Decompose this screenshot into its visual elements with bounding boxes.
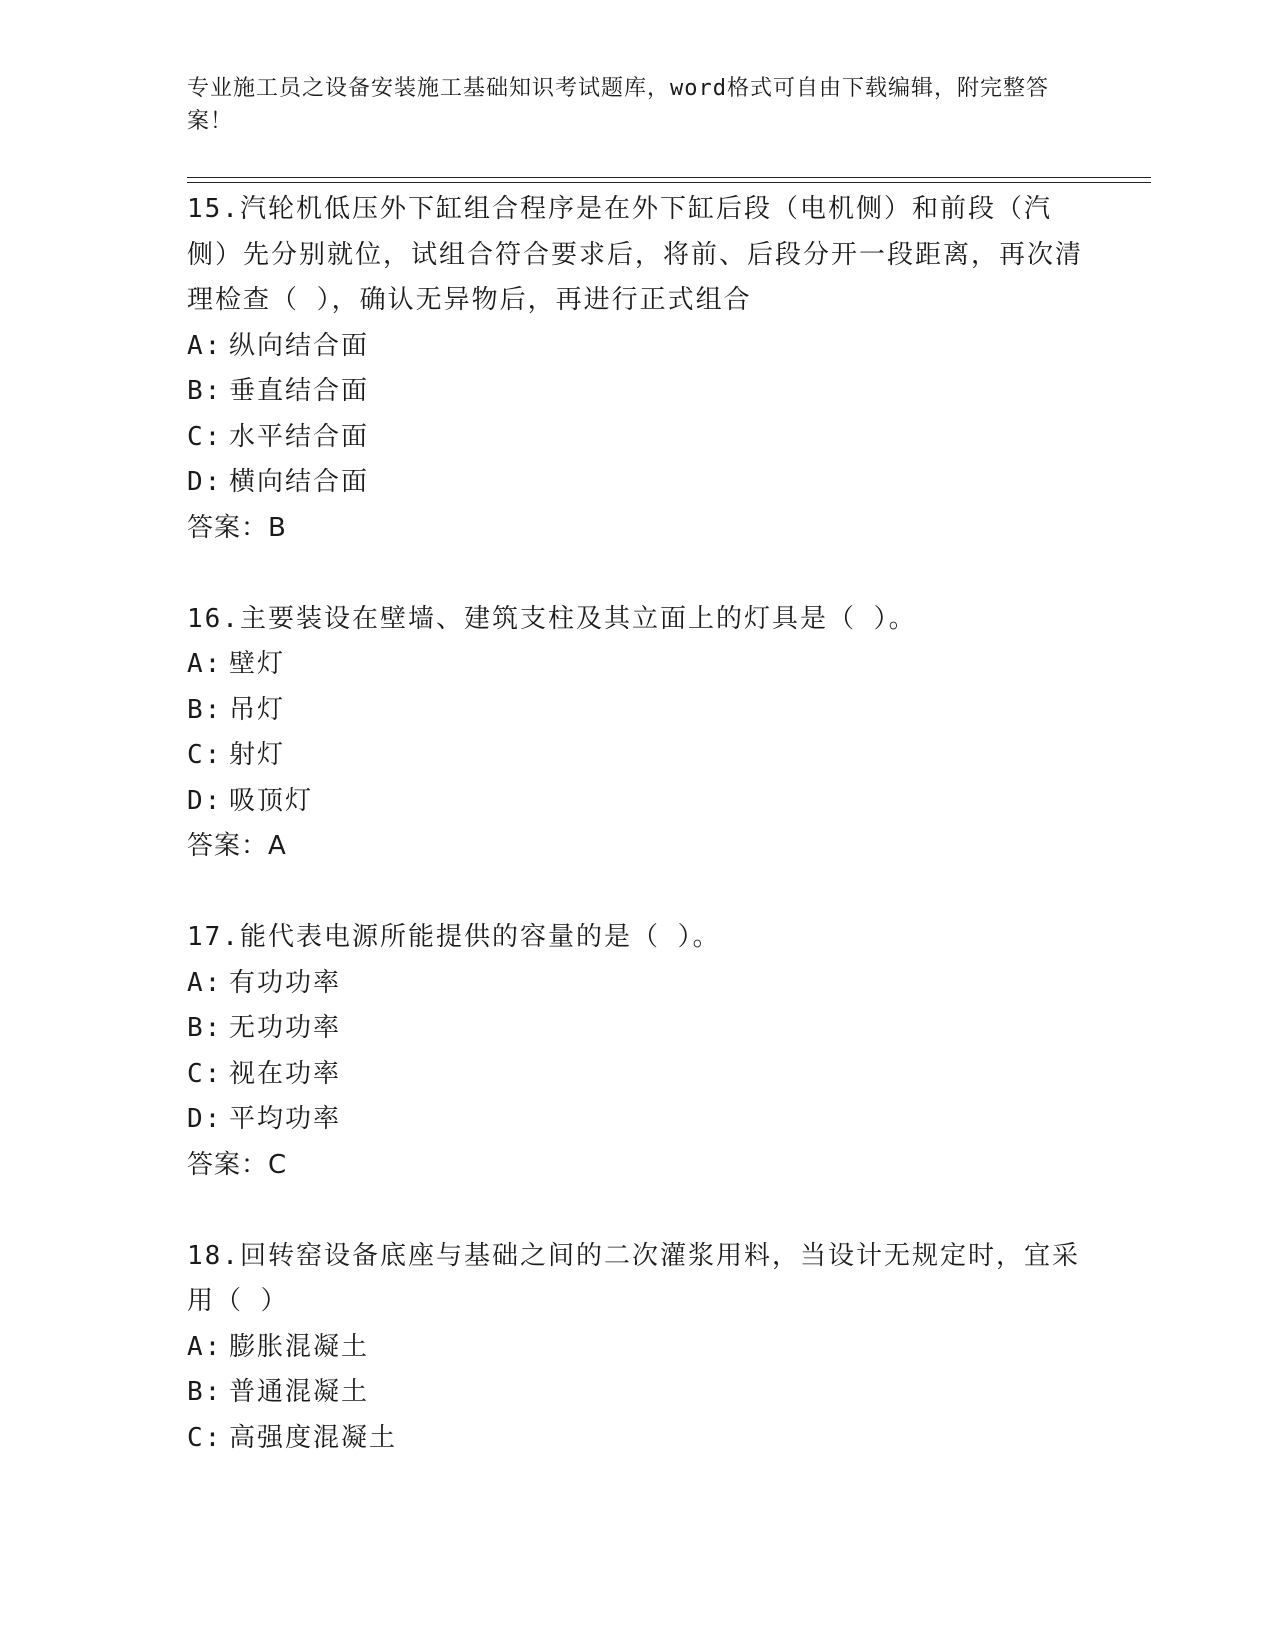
option-letter: D: <box>187 785 223 816</box>
option-letter: B: <box>187 1013 223 1043</box>
option-letter: B: <box>187 376 223 406</box>
option-c <box>187 1416 1087 1462</box>
header-rule-bottom <box>187 182 1151 183</box>
option-d <box>187 779 1087 825</box>
option-letter: B: <box>187 1377 223 1407</box>
option-letter: C: <box>187 1058 223 1089</box>
question-stem: 18.回转窑设备底座与基础之间的二次灌浆用料，当设计无规定时，宜采用（ ） <box>187 1240 1080 1316</box>
option-a <box>187 324 1087 370</box>
answer: 答案：B <box>187 512 287 543</box>
question-16 <box>187 597 1087 870</box>
spacer <box>187 870 1087 916</box>
option-b <box>187 688 1087 734</box>
option-text: 水平结合面 <box>229 421 370 452</box>
spacer <box>187 1188 1087 1234</box>
option-letter: A: <box>187 649 223 679</box>
option-a <box>187 1325 1087 1371</box>
option-letter: A: <box>187 967 223 998</box>
option-a <box>187 642 1087 688</box>
option-text: 平均功率 <box>229 1104 342 1134</box>
option-text: 视在功率 <box>229 1058 342 1089</box>
option-c <box>187 1052 1087 1098</box>
option-letter: D: <box>187 467 223 497</box>
option-text: 有功功率 <box>229 967 342 998</box>
option-c <box>187 415 1087 461</box>
option-b <box>187 369 1087 415</box>
option-d <box>187 1097 1087 1143</box>
option-d <box>187 460 1087 506</box>
question-18 <box>187 1234 1087 1462</box>
question-15 <box>187 187 1087 551</box>
question-list <box>187 187 1087 1461</box>
option-text: 壁灯 <box>229 649 286 679</box>
option-text: 横向结合面 <box>229 467 370 497</box>
option-a <box>187 961 1087 1007</box>
option-text: 射灯 <box>229 740 286 770</box>
answer: 答案：A <box>187 831 287 861</box>
option-letter: A: <box>187 1331 223 1362</box>
option-text: 高强度混凝土 <box>229 1422 398 1453</box>
option-text: 无功功率 <box>229 1013 342 1043</box>
option-letter: C: <box>187 740 223 770</box>
question-17 <box>187 915 1087 1188</box>
option-c <box>187 733 1087 779</box>
option-letter: C: <box>187 421 223 452</box>
spacer <box>187 551 1087 597</box>
option-letter: A: <box>187 330 223 361</box>
answer: 答案：C <box>187 1149 288 1180</box>
option-b <box>187 1370 1087 1416</box>
option-letter: C: <box>187 1422 223 1453</box>
option-b <box>187 1006 1087 1052</box>
option-text: 吸顶灯 <box>229 785 314 816</box>
option-letter: D: <box>187 1104 223 1134</box>
document-header: 专业施工员之设备安装施工基础知识考试题库，word格式可自由下载编辑，附完整答案！ <box>187 76 1049 134</box>
question-stem: 17.能代表电源所能提供的容量的是（ ）。 <box>187 922 721 952</box>
header-rule-top <box>187 177 1151 178</box>
question-stem: 16.主要装设在壁墙、建筑支柱及其立面上的灯具是（ ）。 <box>187 603 917 634</box>
option-text: 纵向结合面 <box>229 330 370 361</box>
option-text: 普通混凝土 <box>229 1377 370 1407</box>
option-text: 膨胀混凝土 <box>229 1331 370 1362</box>
question-stem: 15.汽轮机低压外下缸组合程序是在外下缸后段（电机侧）和前段（汽侧）先分别就位，试组合符合要求后，将前、后段分开一段距离，再次清理检查（ ），确认无异物后，再进行正式组合 <box>187 194 1084 315</box>
option-text: 吊灯 <box>229 694 286 725</box>
option-letter: B: <box>187 694 223 725</box>
option-text: 垂直结合面 <box>229 376 370 406</box>
